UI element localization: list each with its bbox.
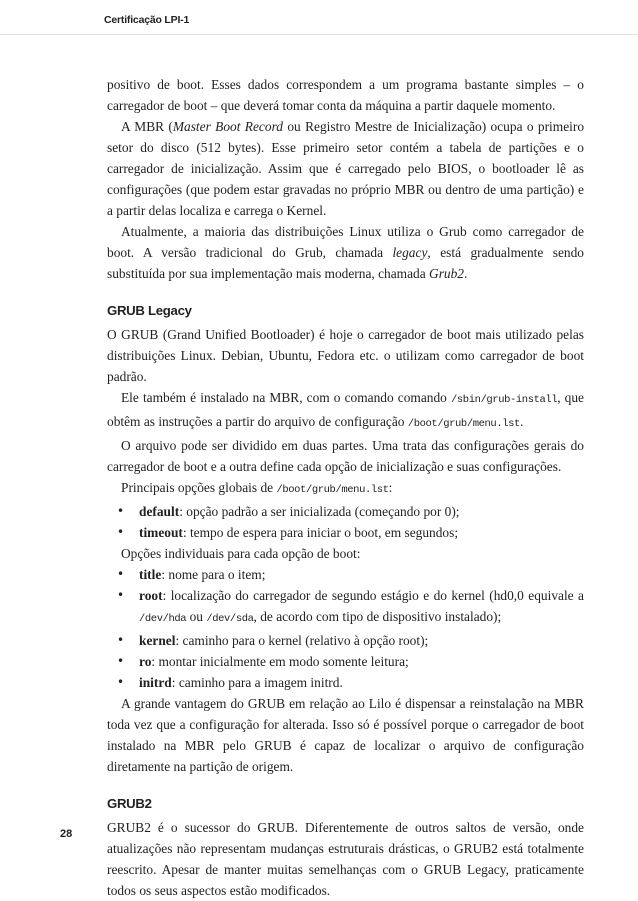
- list-item: [117, 585, 584, 630]
- page-number: 28: [60, 828, 73, 840]
- file-path: /boot/grub/menu.lst: [276, 484, 389, 496]
- command-path: /sbin/grub-install: [451, 394, 558, 406]
- option-term: default: [139, 504, 180, 519]
- paragraph-text: :: [388, 480, 393, 495]
- option-term: root: [139, 588, 163, 603]
- paragraph-text: A grande vantagem do GRUB em relação ao Lilo é dispensar a reinstalação na MBR toda vez que a configuração for alterada. Isso só é possível porque o carregador de boot instalado na MBR pelo GRUB é capaz de localizar o arquivo de configuração diretamente na partição de origem.: [107, 696, 584, 774]
- bullet-icon: •: [117, 654, 125, 668]
- paragraph: [107, 543, 584, 564]
- bullet-icon: •: [117, 675, 125, 689]
- paragraph: [107, 817, 584, 901]
- option-term: title: [139, 567, 162, 582]
- option-term: timeout: [139, 525, 183, 540]
- paragraph-text: Principais opções globais de: [121, 480, 277, 495]
- list-item: [117, 651, 584, 672]
- file-path: /boot/grub/menu.lst: [407, 418, 520, 430]
- paragraph: [107, 116, 584, 221]
- boot-options-list: [107, 564, 584, 693]
- emphasis-term: legacy: [392, 245, 428, 260]
- list-item: [117, 501, 584, 522]
- header-divider: [0, 34, 638, 35]
- paragraph: [107, 324, 584, 387]
- option-description: : caminho para o kernel (relativo à opção root);: [175, 633, 429, 648]
- bullet-icon: •: [117, 633, 125, 647]
- paragraph: [107, 435, 584, 477]
- paragraph-text: .: [464, 266, 468, 281]
- paragraph-text: Ele também é instalado na MBR, com o comando comando: [121, 390, 451, 405]
- device-path: /dev/sda: [206, 613, 254, 625]
- emphasis-term: Grub2: [429, 266, 464, 281]
- paragraph-text: A MBR (: [121, 119, 173, 134]
- paragraph: [107, 74, 584, 116]
- bullet-icon: •: [117, 588, 125, 602]
- paragraph: [107, 693, 584, 777]
- bullet-icon: •: [117, 504, 125, 518]
- option-description: : montar inicialmente em modo somente leitura;: [151, 654, 409, 669]
- option-description: : localização do carregador de segundo estágio e do kernel (hd0,0 equivale a: [162, 588, 584, 603]
- option-term: initrd: [139, 675, 172, 690]
- option-description: ou: [186, 609, 207, 624]
- list-item: [117, 672, 584, 693]
- paragraph-text: Atualmente, a maioria das distribuições Linux utiliza o Grub como carregador de boot. A versão tradicional do Grub, chamada: [107, 224, 584, 260]
- option-term: kernel: [139, 633, 176, 648]
- paragraph: [107, 387, 584, 435]
- paragraph-text: , que obtêm as instruções a partir do arquivo de configuração: [107, 390, 585, 429]
- option-description: , de acordo com tipo de dispositivo instalado);: [253, 609, 502, 624]
- paragraph: [107, 221, 584, 284]
- paragraph-text: O GRUB (Grand Unified Bootloader) é hoje o carregador de boot mais utilizado pelas distribuições Linux. Debian, Ubuntu, Fedora etc. o utilizam como carregador de boot padrão.: [107, 327, 584, 384]
- paragraph-text: .: [519, 414, 524, 429]
- list-item: [117, 564, 584, 585]
- emphasis-term: Master Boot Record: [172, 119, 283, 134]
- bullet-icon: •: [117, 567, 125, 581]
- paragraph-text: , está gradualmente sendo substituída por sua implementação mais moderna, chamada: [107, 245, 584, 281]
- option-description: : nome para o item;: [161, 567, 266, 582]
- paragraph-text: ou Registro Mestre de Inicialização) ocupa o primeiro setor do disco (512 bytes). Esse primeiro setor contém a tabela de partições e o carregador de inicialização. Assim que é carregado pelo BIOS, o bootloader lê as configurações (que podem estar gravadas no próprio MBR ou dentro de uma partição) e a partir delas localiza e carrega o Kernel.: [107, 119, 585, 218]
- bullet-icon: •: [117, 525, 125, 539]
- global-options-list: [107, 501, 584, 543]
- running-header: Certificação LPI-1: [104, 14, 190, 26]
- paragraph-text: positivo de boot. Esses dados correspondem a um programa bastante simples – o carregador de boot – que deverá tomar conta da máquina a partir daquele momento.: [107, 77, 584, 113]
- section-title-grub-legacy: GRUB Legacy: [107, 303, 192, 318]
- list-item: [117, 630, 584, 651]
- paragraph-text: Opções individuais para cada opção de boot:: [121, 546, 361, 561]
- option-description: : tempo de espera para iniciar o boot, em segundos;: [182, 525, 459, 540]
- paragraph: [107, 477, 584, 501]
- section-title-grub2: GRUB2: [107, 796, 152, 811]
- page-body: [107, 74, 584, 901]
- paragraph-text: O arquivo pode ser dividido em duas partes. Uma trata das configurações gerais do carregador de boot e a outra define cada opção de inicialização e suas configurações.: [107, 438, 584, 474]
- list-item: [117, 522, 584, 543]
- device-path: /dev/hda: [139, 613, 187, 625]
- option-description: : caminho para a imagem initrd.: [171, 675, 343, 690]
- option-description: : opção padrão a ser inicializada (começando por 0);: [179, 504, 460, 519]
- paragraph-text: GRUB2 é o sucessor do GRUB. Diferentemente de outros saltos de versão, onde atualizações não representam mudanças estruturais drásticas, o GRUB2 está totalmente reescrito. Apesar de manter muitas semelhanças com o GRUB Legacy, praticamente todos os seus aspectos estão modificados.: [107, 820, 584, 898]
- option-term: ro: [139, 654, 152, 669]
